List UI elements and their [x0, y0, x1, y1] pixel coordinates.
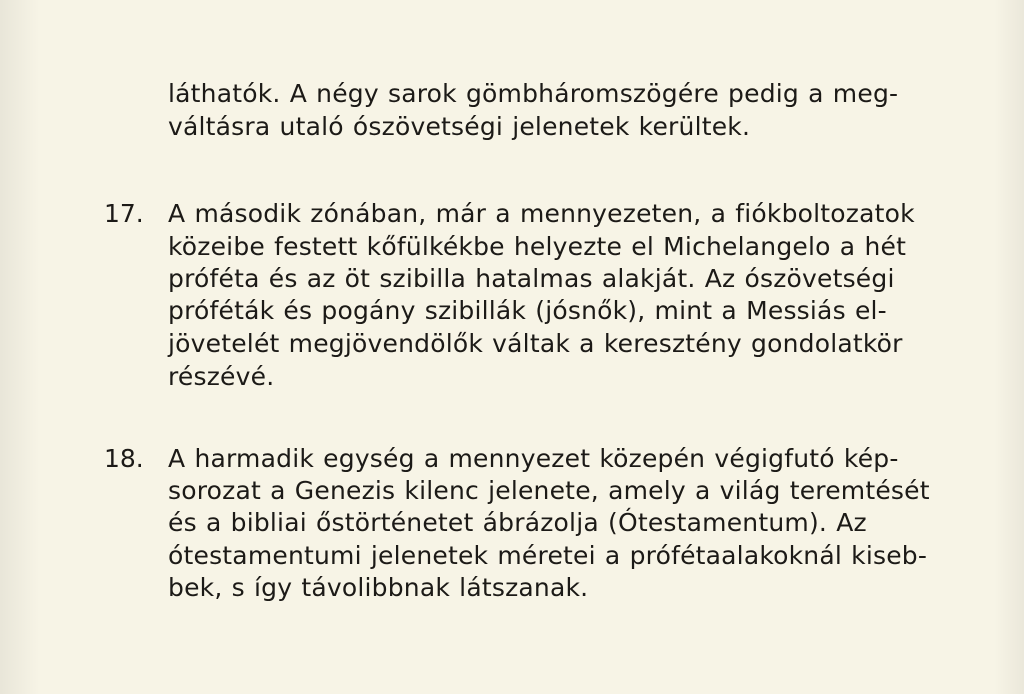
text-line: váltásra utaló ószövetségi jelenetek kerültek.	[168, 112, 751, 141]
text-line: közeibe festett kőfülkékbe helyezte el Michelangelo a hét	[168, 232, 907, 261]
text-line: próféta és az öt szibilla hatalmas alakját. Az ószövetségi	[168, 264, 895, 293]
text-line: és a bibliai őstörténetet ábrázolja (Ótestamentum). Az	[168, 508, 867, 537]
text-line: próféták és pogány szibillák (jósnők), mint a Messiás el-	[168, 296, 887, 325]
text-line: A második zónában, már a mennyezeten, a fiókboltozatok	[168, 199, 915, 228]
text-line: sorozat a Genezis kilenc jelenete, amely a világ teremtését	[168, 476, 930, 505]
text-line: láthatók. A négy sarok gömbháromszögére pedig a meg-	[168, 79, 899, 108]
text-line: részévé.	[168, 362, 275, 391]
text-line: A harmadik egység a mennyezet közepén végigfutó kép-	[168, 444, 899, 473]
paragraph-number: 18.	[104, 444, 144, 473]
text-line: ótestamentumi jelenetek méretei a prófétaalakoknál kiseb-	[168, 541, 928, 570]
text-line: bek, s így távolibbnak látszanak.	[168, 573, 589, 602]
paragraph-number: 17.	[104, 199, 144, 228]
text-line: jövetelét megjövendölők váltak a keresztény gondolatkör	[168, 329, 903, 358]
